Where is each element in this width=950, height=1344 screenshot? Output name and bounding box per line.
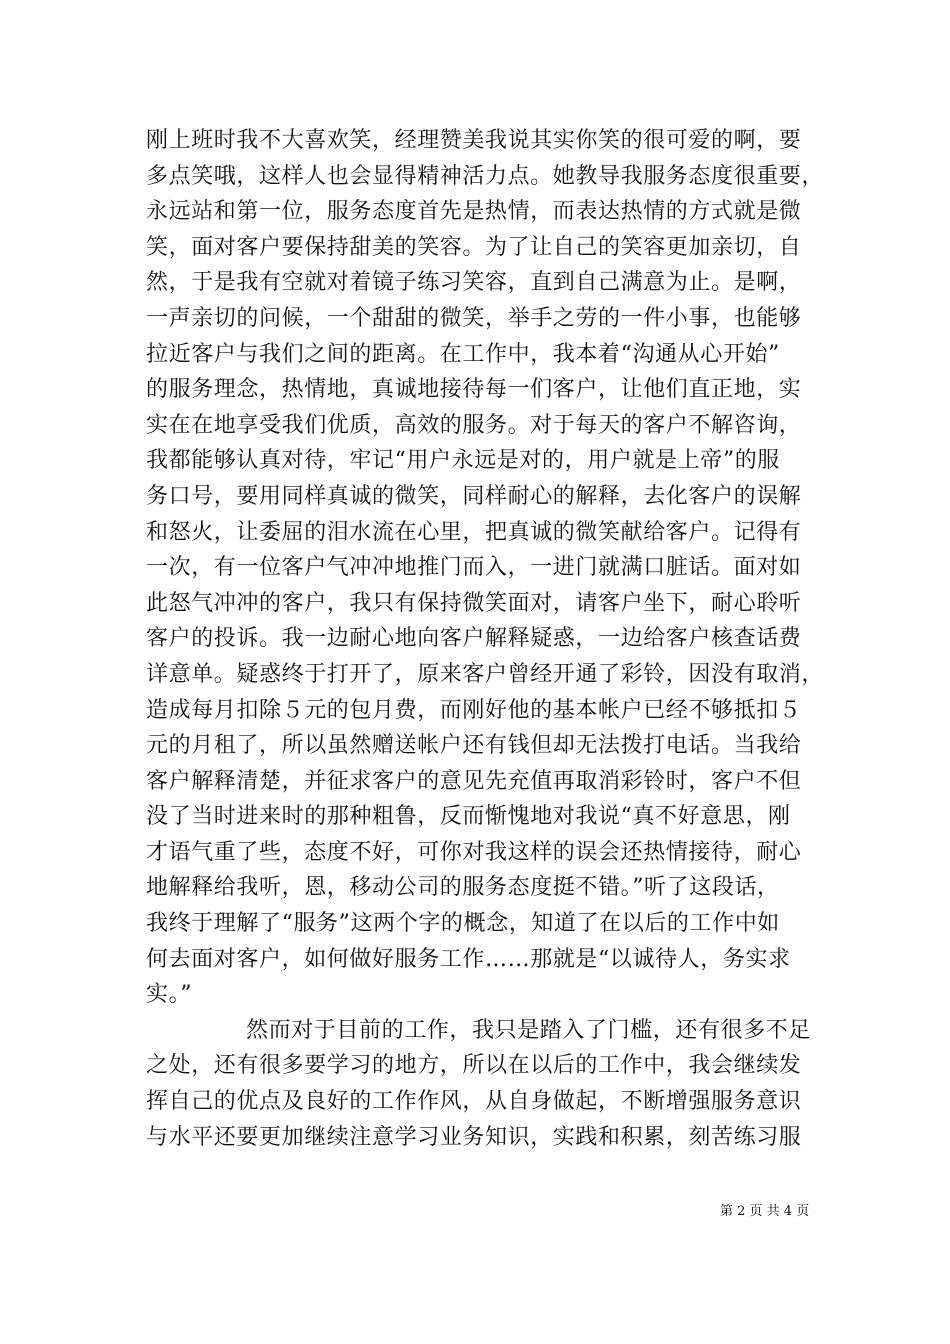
text-line: 详意单。疑惑终于打开了，原来客户曾经开通了彩铃，因没有取消， <box>146 661 825 687</box>
text-line: 客户解释清楚，并征求客户的意见先充值再取消彩铃时，客户不但 <box>146 768 802 794</box>
text-line: 与水平还要更加继续注意学习业务知识，实践和积累，刻苦练习服 <box>146 1124 802 1150</box>
text-line: 地解释给我听，恩，移动公司的服务态度挺不错。”听了这段话， <box>146 875 780 901</box>
text-line: 笑，面对客户要保持甜美的笑容。为了让自己的笑容更加亲切，自 <box>146 234 802 260</box>
text-line: 挥自己的优点及良好的工作作风，从自身做起，不断增强服务意识 <box>146 1089 802 1115</box>
text-line: 造成每月扣除５元的包月费，而刚好他的基本帐户已经不够抵扣５ <box>146 697 802 723</box>
text-line: 永远站和第一位，服务态度首先是热情，而表达热情的方式就是微 <box>146 199 802 225</box>
text-line: 之处，还有很多要学习的地方，所以在以后的工作中，我会继续发 <box>146 1053 802 1079</box>
text-line: 一声亲切的问候，一个甜甜的微笑，举手之劳的一件小事，也能够 <box>146 305 802 331</box>
body-text <box>146 123 826 1155</box>
text-line: 和怒火，让委屈的泪水流在心里，把真诚的微笑献给客户。记得有 <box>146 519 802 545</box>
text-line: 拉近客户与我们之间的距离。在工作中，我本着“沟通从心开始” <box>146 341 780 367</box>
page-number-footer: 第 2 页 共 4 页 <box>720 1204 810 1219</box>
text-line: 客户的投诉。我一边耐心地向客户解释疑惑，一边给客户核查话费 <box>146 626 802 652</box>
text-line: 我都能够认真对待，牢记“用户永远是对的，用户就是上帝”的服 <box>146 448 780 474</box>
text-line: 没了当时进来时的那种粗鲁，反而惭愧地对我说“真不好意思，刚 <box>146 804 791 830</box>
text-line: 的服务理念，热情地，真诚地接待每一们客户，让他们直正地，实 <box>146 377 802 403</box>
text-line: 一次，有一位客户气冲冲地推门而入，一进门就满口脏话。面对如 <box>146 555 802 581</box>
text-line: 多点笑哦，这样人也会显得精神活力点。她教导我服务态度很重要， <box>146 163 825 189</box>
text-line: 然，于是我有空就对着镜子练习笑容，直到自己满意为止。是啊， <box>146 270 802 296</box>
paragraph-first-line: 然而对于目前的工作，我只是踏入了门槛，还有很多不足 <box>246 1017 812 1043</box>
text-line: 何去面对客户，如何做好服务工作……那就是“以诚待人，务实求 <box>146 946 791 972</box>
text-line: 此怒气冲冲的客户，我只有保持微笑面对，请客户坐下，耐心聆听 <box>146 590 802 616</box>
text-line: 实。” <box>146 982 193 1008</box>
text-line: 才语气重了些，态度不好，可你对我这样的误会还热情接待，耐心 <box>146 839 802 865</box>
text-line: 刚上班时我不大喜欢笑，经理赞美我说其实你笑的很可爱的啊，要 <box>146 128 802 153</box>
text-line: 我终于理解了“服务”这两个字的概念，知道了在以后的工作中如 <box>146 911 780 937</box>
text-line: 元的月租了，所以虽然赠送帐户还有钱但却无法拨打电话。当我给 <box>146 733 802 759</box>
text-line: 实在在地享受我们优质，高效的服务。对于每天的客户不解咨询， <box>146 412 802 438</box>
text-line: 务口号，要用同样真诚的微笑，同样耐心的解释，去化客户的误解 <box>146 483 802 509</box>
